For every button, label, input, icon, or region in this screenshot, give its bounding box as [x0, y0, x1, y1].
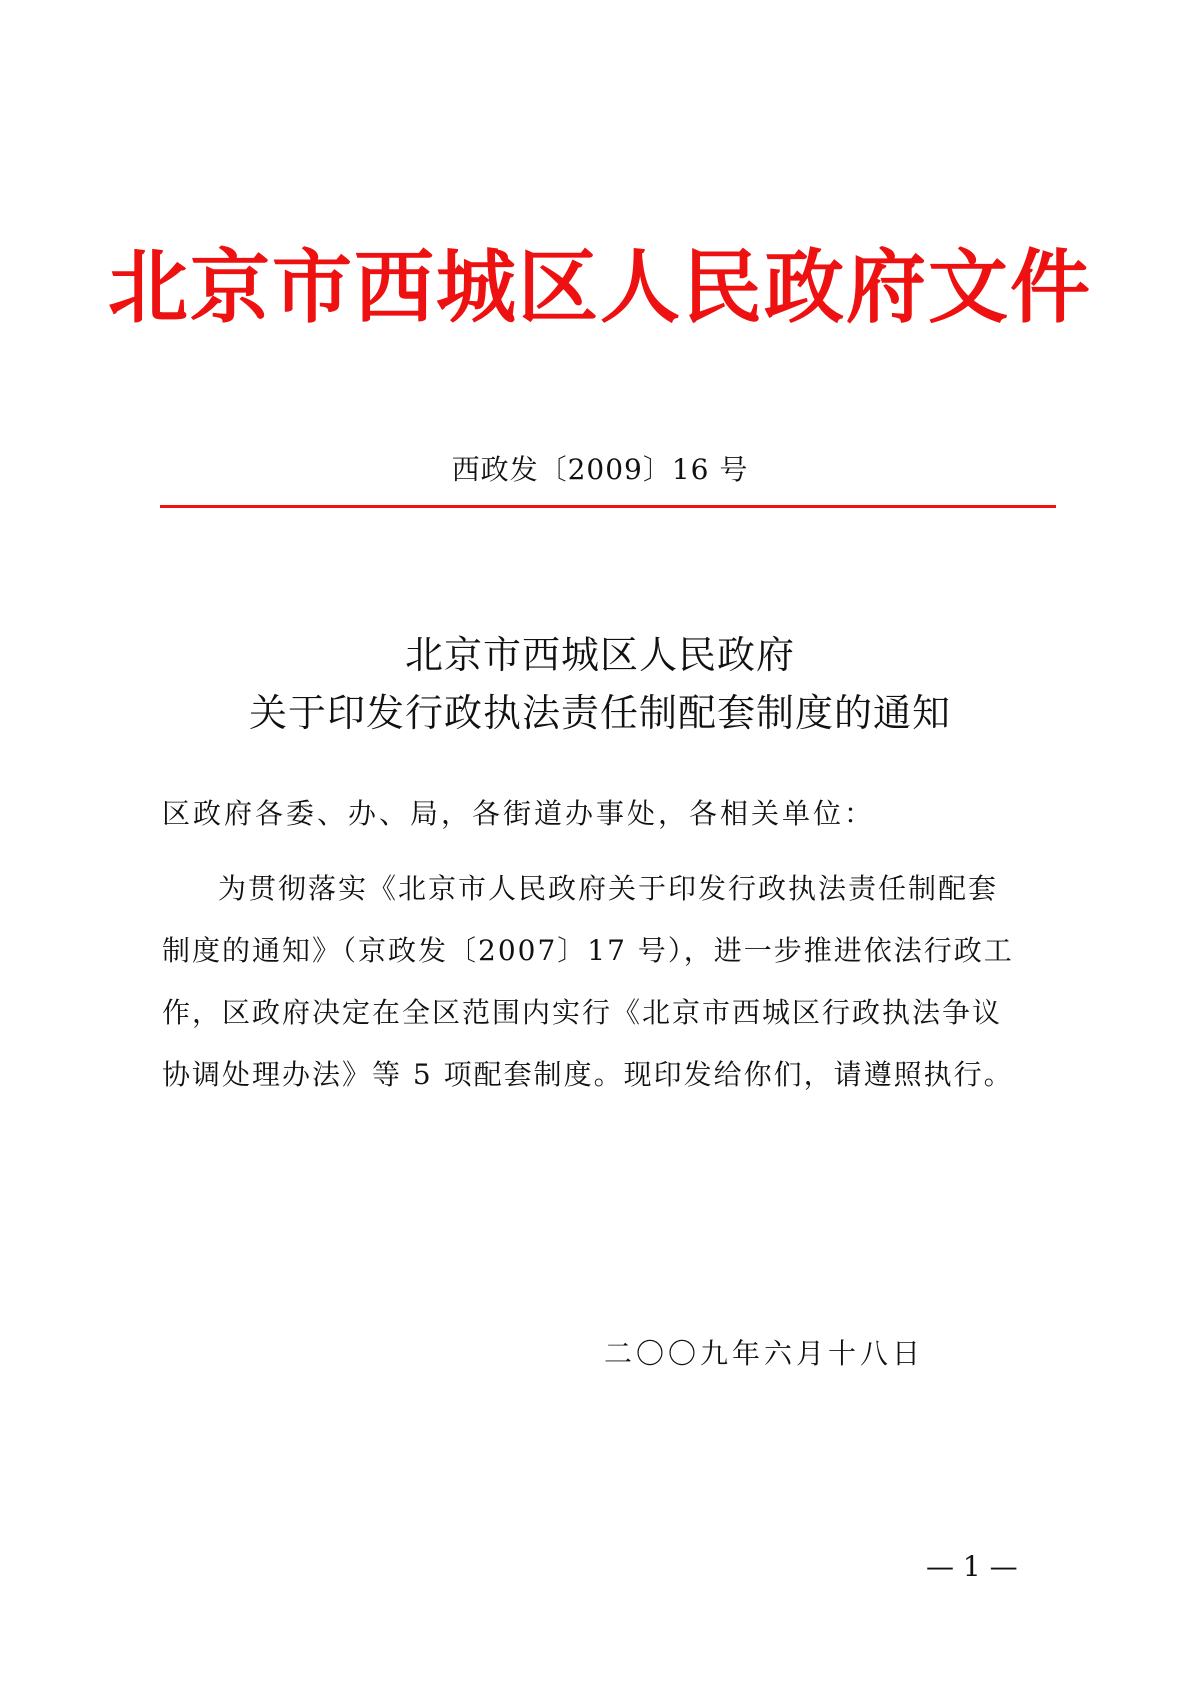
notice-title	[0, 626, 1200, 742]
body-line-3: 作，区政府决定在全区范围内实行《北京市西城区行政执法争议	[162, 996, 1003, 1029]
body-line-1: 为贯彻落实《北京市人民政府关于印发行政执法责任制配套	[218, 872, 999, 905]
body-paragraph	[162, 858, 1062, 1106]
body-line-2: 制度的通知》（京政发〔2007〕17 号），进一步推进依法行政工	[162, 934, 1014, 967]
body-line-4: 协调处理办法》等 5 项配套制度。现印发给你们，请遵照执行。	[162, 1058, 1014, 1091]
notice-title-line-1: 北京市西城区人民政府	[404, 633, 795, 677]
document-number: 西政发〔2009〕16 号	[451, 453, 749, 486]
page-number: — 1 —	[926, 1550, 1018, 1583]
notice-title-line-2: 关于印发行政执法责任制配套制度的通知	[248, 691, 951, 735]
salutation: 区政府各委、办、局，各街道办事处，各相关单位：	[162, 797, 876, 830]
red-divider-line	[160, 505, 1056, 508]
issue-date: 二〇〇九年六月十八日	[604, 1337, 925, 1370]
masthead-title: 北京市西城区人民政府文件	[108, 241, 1092, 334]
